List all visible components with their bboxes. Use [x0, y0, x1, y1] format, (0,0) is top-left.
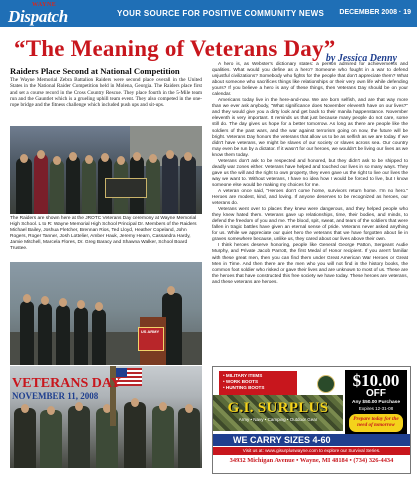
coupon-box[interactable] [345, 370, 407, 434]
photo-caption: The Raiders are shown here at the JROTC Veterans Day ceremony at Wayne Memorial High School. L to R: Wayne Memorial High School Principal Dr. Members of the Raiders Michael Bailey, Joshua Fletcher, Brennan Rios, Ted Lloyd, Heather Copeland, John Rogers, Roger Tanner, Josh Lottelier, Amber Hauk, Jeremy Hearn, Cassandra Hardy, Jamie Mitchell, Marcela Flores, Dr. Greg Baracy and Shawna Walker, School Board Trustee. [10, 216, 197, 251]
paragraph: Veterans went over to places they knew were dangerous, and they helped people who they knew hated them. Veterans gave up relationships, time, their bodies, and minds, to defend the freedom of you and me. The blood, spit, sweat, and tears of the soldiers that were fallen in tragic battles have given an eternal sense of pride. Veterans never asked anything for us. While we appreciate our quiet hero the veterans that we have forgotten about lie in graves somewhere because, unlike us, they cared about our lives above their own. [212, 207, 408, 243]
issue-date-page: DECEMBER 2008 · 19 [339, 9, 411, 16]
checklist-item: • HUNTING BOOTS [223, 385, 265, 390]
logo-main-text: Dispatch [8, 7, 68, 26]
paragraph: I think heroes deserve honoring, people like General George Patton, Sergeant Audie Murphy, and Private Jacob Parrott, the first Medal of Honor recipient. If you aren't familiar with these great men, then you can find them under Great American War Heroes or Great Men in Time. And then there are the men who you will not find in the history books, the common foot soldier who risked or gave their lives and are unknown to most of us. These are the heroes that have constructed this free society we have today. These heroes are veterans, and these veterans are heroes. [212, 243, 408, 285]
article-title: “The Meaning of Veterans Day” [14, 36, 336, 61]
gi-surplus-ad[interactable] [212, 366, 411, 474]
ad-brand-name: G.I. SURPLUS [227, 400, 329, 416]
paragraph: A hero is, as Webster's dictionary states: a person admired for achievements and qualities. What would you define as a hero? Someone who fought in a war to defend unjustful civilizations? Somebody who fights for the people that don't appreciate them? What about someone who sacrifices things like relationships or their very own life while defending yours? If you believe a hero is any of these things, then Veterans Day should be on your calendar. [212, 62, 408, 98]
tagline: YOUR SOURCE FOR POSITIVE COMMUNITY NEWS [117, 9, 325, 18]
ad-address: 34932 Michigan Avenue • Wayne, MI 48184 • (734) 326-4434 [229, 457, 394, 464]
logo-top-text: WAYNE [32, 2, 57, 8]
coupon-off: OFF [366, 388, 386, 399]
checklist-item: • WORK BOOTS [223, 379, 259, 384]
ad-brand-subline: Army • Navy • Camping • Outdoor Gear [238, 417, 318, 422]
wayne-dispatch-logo[interactable] [6, 2, 66, 28]
coupon-expiry: Expires 12-31-08 [358, 406, 394, 411]
ceremony-photo: US ARMY [10, 262, 202, 365]
ad-sizes-banner: WE CARRY SIZES 4-60 [213, 434, 410, 446]
checklist-item: • MILITARY ITEMS [223, 373, 263, 378]
coupon-condition: Any $50.00 Purchase [352, 400, 400, 405]
veterans-day-title: VETERANS DAY [12, 376, 121, 391]
coupon-price: $10.00 [352, 371, 400, 390]
star-badge-icon [317, 375, 335, 393]
masthead-bar [0, 0, 417, 27]
left-article-body: The Wayne Memorial Zebra Battalion Raiders were second place overall in the United States in the National Raider Competition held in Molena, Georgia. The Raiders place first and set a course record in the Cross Country Rescue. They place fourth in the 5-Mile team run and the Gauntlet which is a grueling uphill team event. They also competed in the one-rope bridge and the fitness challenge which included push ups and sit-ups. [10, 77, 202, 109]
prepare-slogan: Prepare today for the need of tomorrow [349, 414, 403, 432]
left-article-headline: Raiders Place Second at National Competition [10, 66, 180, 76]
raiders-group-photo [10, 126, 202, 214]
veterans-day-date: NOVEMBER 11, 2008 [12, 391, 99, 401]
paragraph: Veterans don't ask to be respected and honored, but they didn't ask to be shipped to deadly war zones either. Veterans have helped and touched our lives in so many ways. They gave us the will and the right to own property, they even gave us the right to live our lives the way we want to. Without veterans, I have no idea how I would be forced to live, but I know someone else would be making my choices for me. [212, 158, 408, 188]
article-byline: by Jessica Denny [325, 53, 397, 64]
ad-checklist [219, 371, 297, 397]
paragraph: Americans today live in the here-and-now. We are born selfish, and are that way more than we ever ask anybody, "What significance does November eleventh have on our lives?" and they would give you a dirty look and get back to their manila happenstance. November eleventh is very important. It reminds us that just because many people do not care, some still do. The day gives us hope for a better tomorrow. As long as there are people like the soldiers of the past wars, and the war against terrorism going on now, the future will be bright. Veterans Day honors the veterans that allow us to be as selfish as we are today. If we didn't have veterans, we might be slaves of our society or slaves across sea. Our country may even be run by a dictator. If it wasn't for our heroes, we wouldn't be living our lives as we know them today. [212, 98, 408, 158]
paragraph: A veteran once said, "Heroes don't come home, survivors return home. I'm no hero." Heroes are modest, kind, and loving. If anyone deserves to be recognized as heroes, our veterans do. [212, 188, 408, 207]
ad-website-link[interactable]: Visit us at: www.gisurpluswayne.com to explore our Survival Series. [213, 447, 410, 455]
right-article-body [212, 62, 408, 286]
